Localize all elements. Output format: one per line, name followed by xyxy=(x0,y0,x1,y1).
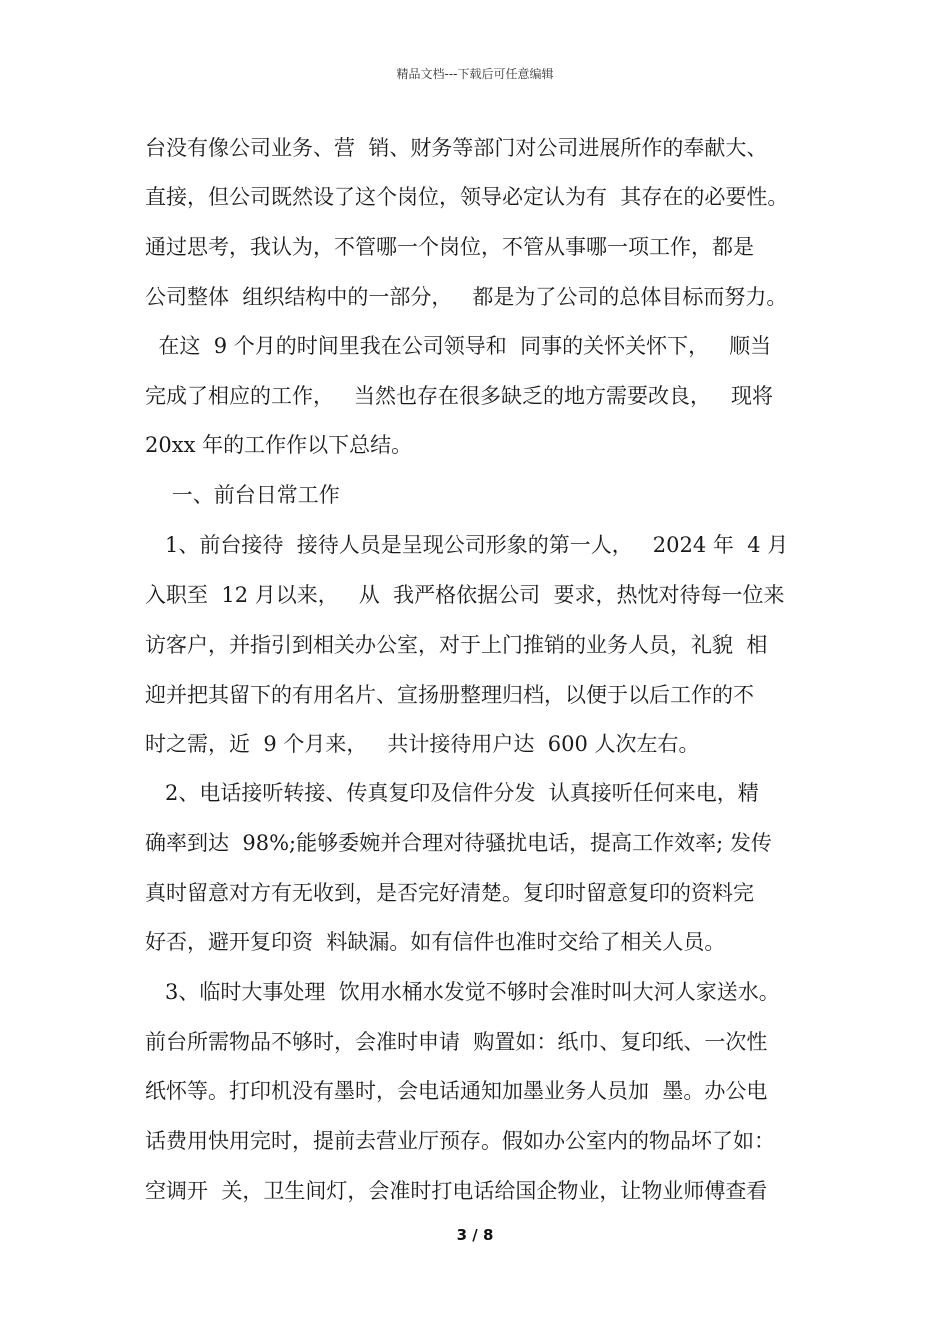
text-line: 完成了相应的工作， 当然也存在很多缺乏的地方需要改良， 现将 xyxy=(145,384,774,408)
text-line: 好否，避开复印资 料缺漏。如有信件也准时交给了相关人员。 xyxy=(145,930,726,954)
text-line: 通过思考，我认为，不管哪一个岗位，不管从事哪一项工作，都是 xyxy=(145,235,754,259)
page-header: 精品文档---下载后可任意编辑 xyxy=(396,67,554,81)
text-line: 前台所需物品不够时，会准时申请 购置如：纸巾、复印纸、一次性 xyxy=(145,1030,768,1054)
text-line: 1、前台接待 接待人员是呈现公司形象的第一人， 2024 年 4 月 xyxy=(145,533,789,557)
text-line: 在这 9 个月的时间里我在公司领导和 同事的关怀关怀下， 顺当 xyxy=(145,334,772,358)
text-line: 入职至 12 月以来， 从 我严格依据公司 要求，热忱对待每一位来 xyxy=(145,583,785,607)
text-line: 空调开 关，卫生间灯，会准时打电话给国企物业，让物业师傅查看 xyxy=(145,1179,768,1203)
text-line: 台没有像公司业务、营 销、财务等部门对公司进展所作的奉献大、 xyxy=(145,136,768,160)
section-heading: 一、前台日常工作 xyxy=(145,483,340,507)
text-line: 确率到达 98%;能够委婉并合理对待骚扰电话，提高工作效率; 发传 xyxy=(145,831,772,855)
text-line: 话费用快用完时，提前去营业厅预存。假如办公室内的物品坏了如： xyxy=(145,1129,775,1153)
text-line: 迎并把其留下的有用名片、宣扬册整理归档，以便于以后工作的不 xyxy=(145,683,754,707)
text-line: 2、电话接听转接、传真复印及信件分发 认真接听任何来电，精 xyxy=(145,781,759,805)
text-line: 时之需，近 9 个月来， 共计接待用户达 600 人次左右。 xyxy=(145,732,700,756)
page-number: 3 / 8 xyxy=(456,1226,494,1244)
text-line: 20xx 年的工作作以下总结。 xyxy=(145,433,413,457)
text-line: 纸怀等。打印机没有墨时，会电话通知加墨业务人员加 墨。办公电 xyxy=(145,1079,768,1103)
text-line: 直接，但公司既然设了这个岗位，领导必定认为有 其存在的必要性。 xyxy=(145,185,789,209)
text-line: 3、临时大事处理 饮用水桶水发觉不够时会准时叫大河人家送水。 xyxy=(145,980,780,1004)
text-line: 访客户，并指引到相关办公室，对于上门推销的业务人员，礼貌 相 xyxy=(145,633,768,657)
text-line: 公司整体 组织结构中的一部分， 都是为了公司的总体目标而努力。 xyxy=(145,285,788,309)
text-line: 真时留意对方有无收到，是否完好清楚。复印时留意复印的资料完 xyxy=(145,881,754,905)
